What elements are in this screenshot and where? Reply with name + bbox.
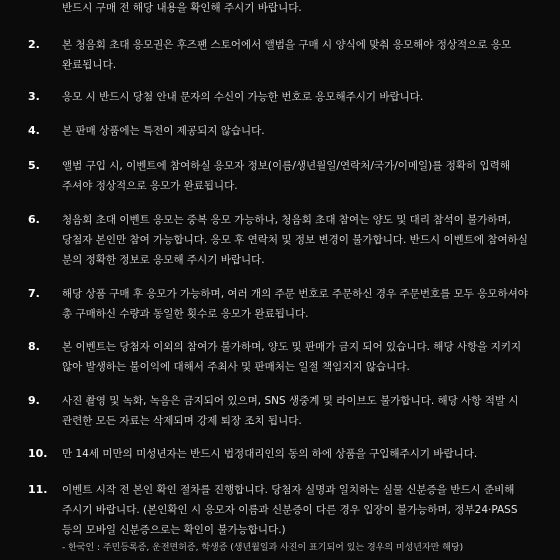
notice-line: 청음회 초대 이벤트 응모는 중복 응모 가능하나, 청음회 초대 참여는 양도 및 대리 참석이 불가하며, — [62, 214, 511, 226]
notice-text — [62, 480, 532, 540]
notice-text — [62, 210, 532, 270]
notice-line: 사진 촬영 및 녹화, 녹음은 금지되어 있으며, SNS 생중계 및 라이브도 불가합니다. 해당 사항 적발 시 — [62, 395, 519, 407]
notice-number: 7. — [28, 287, 40, 300]
notice-line: 당첨자 본인만 참여 가능합니다. 응모 후 연락처 및 정보 변경이 불가합니다. 반드시 이벤트에 참여하실 — [62, 234, 528, 246]
notice-line: 주셔야 정상적으로 응모가 완료됩니다. — [62, 180, 238, 192]
notice-line: 이벤트 시작 전 본인 확인 절차를 진행합니다. 당첨자 실명과 일치하는 실물 신분증을 반드시 준비해 — [62, 484, 515, 496]
notice-line: 만 14세 미만의 미성년자는 반드시 법정대리인의 동의 하에 상품을 구입해주시기 바랍니다. — [62, 448, 478, 460]
notice-number: 10. — [28, 447, 48, 460]
notice-text — [62, 35, 532, 75]
notice-line: 등의 모바일 신분증으로는 확인이 불가능합니다.) — [62, 524, 286, 536]
notice-line: 앨범 구입 시, 이벤트에 참여하실 응모자 정보(이름/생년월일/연락처/국가/이메일)를 정확히 입력해 — [62, 160, 510, 172]
notice-text — [62, 391, 532, 431]
notice-text — [62, 444, 532, 464]
notice-number: 3. — [28, 90, 40, 103]
notice-line: 총 구매하신 수량과 동일한 횟수로 응모가 완료됩니다. — [62, 308, 309, 320]
notice-text — [62, 0, 532, 18]
notice-line: 완료됩니다. — [62, 59, 117, 71]
notice-text — [62, 87, 532, 107]
notice-line: 응모 시 반드시 당첨 안내 문자의 수신이 가능한 번호로 응모해주시기 바랍니다. — [62, 91, 424, 103]
notice-number: 6. — [28, 213, 40, 226]
notice-line: 본 이벤트는 당첨자 이외의 참여가 불가하며, 양도 및 판매가 금지 되어 있습니다. 해당 사항을 지키지 — [62, 341, 522, 353]
notice-number: 8. — [28, 340, 40, 353]
notice-line: 반드시 구매 전 해당 내용을 확인해 주시기 바랍니다. — [62, 2, 302, 14]
notice-line: 본 청음회 초대 응모권은 후즈팬 스토어에서 앨범을 구매 시 양식에 맞춰 응모해야 정상적으로 응모 — [62, 39, 512, 51]
notice-text — [62, 156, 532, 196]
notice-text — [62, 284, 532, 324]
notice-sub-line: - 한국인 : 주민등록증, 운전면허증, 학생증 (생년월일과 사진이 표기되어 있는 경우의 미성년자만 해당) — [62, 543, 464, 553]
notice-line: 관련한 모든 자료는 삭제되며 강제 퇴장 조치 됩니다. — [62, 415, 302, 427]
notice-text — [62, 337, 532, 377]
notice-line: 해당 상품 구매 후 응모가 가능하며, 여러 개의 주문 번호로 주문하신 경우 주문번호를 모두 응모하셔야 — [62, 288, 528, 300]
notice-line: 않아 발생하는 불이익에 대해서 주최사 및 판매처는 일절 책임지지 않습니다. — [62, 361, 410, 373]
notice-number: 5. — [28, 159, 40, 172]
notice-text — [62, 121, 532, 141]
notice-number: 11. — [28, 483, 48, 496]
notice-line: 본 판매 상품에는 특전이 제공되지 않습니다. — [62, 125, 265, 137]
notice-line: 분의 정확한 정보로 응모해 주시기 바랍니다. — [62, 254, 265, 266]
notice-number: 9. — [28, 394, 40, 407]
notice-number: 4. — [28, 124, 40, 137]
notice-line: 주시기 바랍니다. (본인확인 시 응모자 이름과 신분증이 다른 경우 입장이 불가능하며, 정부24·PASS — [62, 504, 518, 516]
notice-number: 2. — [28, 38, 40, 51]
